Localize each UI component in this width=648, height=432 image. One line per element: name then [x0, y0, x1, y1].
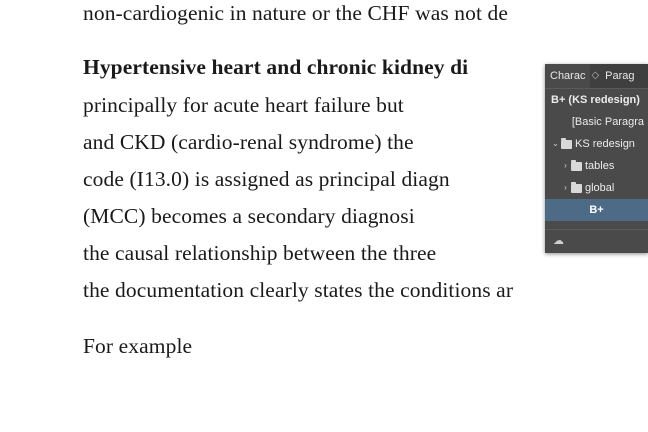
style-group-row[interactable]	[545, 155, 648, 177]
document-line: principally for acute heart failure but	[83, 93, 404, 117]
document-line: code (I13.0) is assigned as principal diagn	[83, 167, 450, 191]
style-list[interactable]	[545, 89, 648, 221]
document-line: the documentation clearly states the conditions ar	[83, 278, 514, 302]
style-row-label: KS redesign	[575, 138, 635, 151]
style-row[interactable]	[545, 199, 648, 221]
style-row-label: B+	[589, 204, 604, 217]
document-line: For example	[83, 334, 193, 358]
style-row[interactable]	[545, 111, 648, 133]
style-row-label: B+ (KS redesign)	[551, 94, 640, 107]
panel-footer[interactable]	[545, 229, 648, 253]
style-row-label: [Basic Paragra	[571, 116, 644, 129]
paragraph-styles-panel[interactable]	[545, 64, 648, 253]
tab-separator-icon: ◇	[591, 70, 600, 81]
folder-icon	[561, 140, 572, 149]
document-line: (MCC) becomes a secondary diagnosi	[83, 204, 415, 228]
document-line: Hypertensive heart and chronic kidney di	[83, 55, 469, 79]
style-row-label: global	[585, 182, 615, 195]
new-style-icon[interactable]: ☁	[553, 235, 564, 247]
disclosure-triangle-icon[interactable]: ⌄	[552, 139, 559, 149]
disclosure-triangle-icon[interactable]: ›	[564, 161, 567, 171]
folder-icon	[571, 184, 582, 193]
style-group-row[interactable]	[545, 177, 648, 199]
folder-icon	[571, 162, 582, 171]
document-line: the causal relationship between the three	[83, 241, 437, 265]
document-line: and CKD (cardio-renal syndrome) the	[83, 130, 414, 154]
disclosure-triangle-icon[interactable]: ›	[564, 183, 567, 193]
tab-paragraph[interactable]: Parag	[605, 70, 635, 82]
tab-character[interactable]: Charac	[545, 64, 590, 88]
style-group-row[interactable]	[545, 133, 648, 155]
document-line: non-cardiogenic in nature or the CHF was not de	[83, 1, 509, 25]
style-row-label: tables	[585, 160, 615, 173]
panel-tab-bar[interactable]	[545, 64, 648, 89]
style-row[interactable]	[545, 89, 648, 111]
